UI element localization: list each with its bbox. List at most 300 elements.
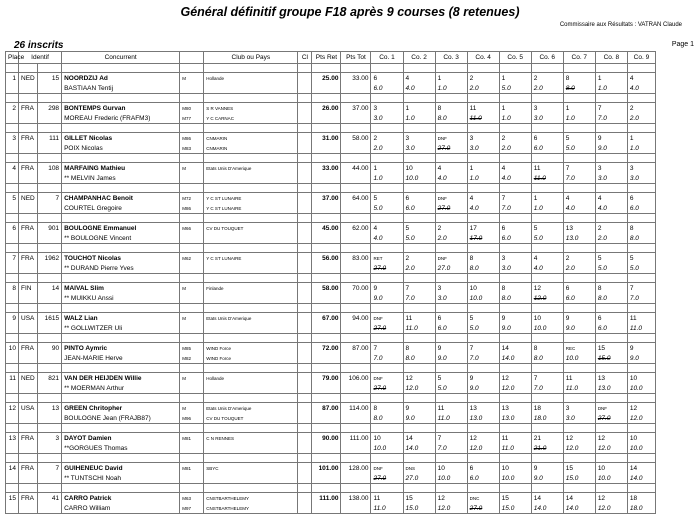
nation-cell: USA [19,403,38,414]
course-place: 10 [467,283,499,294]
course-points: 3.0 [467,143,499,154]
table-row [6,103,656,114]
club-cell [204,443,298,454]
course-place: 12 [563,433,595,444]
crew-name: COURTEL Gregoire [62,203,180,214]
cl-cell [298,163,312,174]
cl-cell [298,233,312,244]
course-points: 10.0 [467,293,499,304]
empty-cell [341,173,371,184]
pts-tot-cell: 62.00 [341,223,371,234]
category-cell: M72 [180,193,204,204]
club-cell: Y C ST LUNAIRE [204,253,298,264]
course-place: 7 [531,373,563,384]
empty-cell [312,503,341,514]
course-points: 13.0 [467,413,499,424]
course-points: 27.0 [435,143,467,154]
course-points: 11.0 [467,113,499,124]
place-cell: 13 [6,433,19,444]
club-cell: CNSTBARTHELEMY [204,493,298,504]
empty-cell [6,293,19,304]
course-points: 4.0 [435,173,467,184]
sail-number-cell: 1615 [38,313,62,324]
course-points: 5.0 [467,323,499,334]
course-place: 11 [531,163,563,174]
place-cell: 3 [6,133,19,144]
course-points: 2.0 [467,83,499,94]
course-points: 15.0 [563,473,595,484]
category-cell [180,293,204,304]
empty-cell [19,443,38,454]
empty-cell [6,233,19,244]
course-points: 7.0 [563,173,595,184]
course-place: 5 [627,253,655,264]
empty-cell [312,323,341,334]
empty-cell [38,323,62,334]
pts-ret-cell: 58.00 [312,283,341,294]
crew-name: ** TUNTSCHI Noah [62,473,180,484]
place-cell: 4 [6,163,19,174]
course-place: 15 [563,463,595,474]
course-place: 2 [563,253,595,264]
table-row [6,503,656,514]
cl-cell [298,83,312,94]
course-points: 12.0 [499,383,531,394]
table-row [6,83,656,94]
table-row [6,143,656,154]
course-points: 7.0 [531,383,563,394]
course-place: 1 [403,103,435,114]
course-place: 12 [467,433,499,444]
course-place: DNS [403,463,435,474]
course-points: 3.0 [531,113,563,124]
cl-cell [298,383,312,394]
course-place: 15 [595,343,627,354]
page-title: Général définitif groupe F18 après 9 courses (8 retenues) [180,5,520,19]
table-row [6,313,656,324]
course-place: 5 [435,373,467,384]
course-place: 9 [403,403,435,414]
place-cell: 12 [6,403,19,414]
course-points: 12.0 [595,503,627,514]
course-place: 11 [435,403,467,414]
nation-cell: USA [19,313,38,324]
course-points: 9.0 [627,353,655,364]
table-row [6,293,656,304]
crew-name: ** MOERMAN Arthur [62,383,180,394]
header-identif: Identif [19,52,62,64]
crew-name: POIX Nicolas [62,143,180,154]
nation-cell: NED [19,373,38,384]
empty-cell [341,353,371,364]
empty-cell [312,443,341,454]
empty-cell [6,443,19,454]
course-place: 12 [595,493,627,504]
course-place: 2 [499,133,531,144]
empty-cell [19,143,38,154]
course-place: 12 [499,373,531,384]
course-points: 4.0 [595,203,627,214]
course-place: DNF [595,403,627,414]
club-cell: Hollande [204,373,298,384]
course-points: 11.0 [531,173,563,184]
place-cell: 11 [6,373,19,384]
course-place: DNF [371,313,403,324]
course-place: 10 [627,373,655,384]
course-points: 1.0 [371,173,403,184]
nation-cell: FRA [19,103,38,114]
course-place: 15 [403,493,435,504]
course-place: 9 [595,133,627,144]
course-place: DNF [435,253,467,264]
course-place: DNF [371,373,403,384]
course-points: 9.0 [531,473,563,484]
category-cell: M97 [180,503,204,514]
header-concurrent: Concurrent [62,52,180,64]
course-points: 11.0 [499,443,531,454]
pts-tot-cell: 111.00 [341,433,371,444]
course-points: 8.0 [563,83,595,94]
course-points: 27.0 [371,383,403,394]
course-points: 4.0 [371,233,403,244]
course-place: 15 [499,493,531,504]
course-points: 8.0 [627,233,655,244]
course-place: 1 [467,163,499,174]
skipper-name: GUIHENEUC David [62,463,180,474]
nation-cell: FRA [19,433,38,444]
course-place: 14 [627,463,655,474]
pts-tot-cell: 33.00 [341,73,371,84]
empty-cell [38,503,62,514]
course-place: 18 [627,493,655,504]
empty-cell [38,263,62,274]
course-place: 13 [595,373,627,384]
empty-cell [19,413,38,424]
course-place: 11 [563,373,595,384]
course-points: 3.0 [595,173,627,184]
empty-cell [38,173,62,184]
course-place: 2 [467,73,499,84]
club-cell: Etats Unis D'Amerique [204,313,298,324]
course-place: 8 [531,343,563,354]
course-place: 5 [467,313,499,324]
pts-ret-cell: 33.00 [312,163,341,174]
crew-name: BASTIAAN Tentij [62,83,180,94]
sail-number-cell: 14 [38,283,62,294]
course-place: 6 [499,223,531,234]
place-cell: 8 [6,283,19,294]
club-cell: CNMARIN [204,143,298,154]
course-place: 1 [595,73,627,84]
empty-cell [312,113,341,124]
course-points: 27.0 [467,503,499,514]
empty-cell [312,293,341,304]
cl-cell [298,173,312,184]
course-place: 8 [563,73,595,84]
course-place: 5 [595,253,627,264]
cl-cell [298,373,312,384]
course-place: 9 [467,373,499,384]
empty-cell [6,83,19,94]
empty-cell [38,473,62,484]
header-club: Club ou Pays [204,52,298,64]
place-cell: 14 [6,463,19,474]
course-place: 7 [627,283,655,294]
sail-number-cell: 15 [38,73,62,84]
cl-cell [298,343,312,354]
course-points: 1.0 [467,173,499,184]
course-points: 9.0 [563,323,595,334]
empty-cell [341,203,371,214]
pts-tot-cell: 44.00 [341,163,371,174]
category-cell: M62 [180,253,204,264]
pts-ret-cell: 25.00 [312,73,341,84]
empty-cell [312,263,341,274]
course-place: 2 [627,103,655,114]
empty-cell [341,443,371,454]
category-cell: M83 [180,143,204,154]
course-points: 12.0 [595,443,627,454]
course-place: 6 [371,73,403,84]
course-place: 7 [371,343,403,354]
course-points: 12.0 [467,443,499,454]
table-row [6,473,656,484]
course-points: 6.0 [467,473,499,484]
course-place: 8 [499,283,531,294]
course-points: 14.0 [531,503,563,514]
category-cell: M [180,73,204,84]
empty-cell [341,143,371,154]
course-points: 11.0 [371,503,403,514]
empty-cell [19,503,38,514]
course-points: 12.0 [627,413,655,424]
course-points: 14.0 [627,473,655,484]
category-cell [180,473,204,484]
pts-tot-cell: 64.00 [341,193,371,204]
cl-cell [298,443,312,454]
course-points: 10.0 [403,173,435,184]
course-place: 12 [531,283,563,294]
place-cell: 1 [6,73,19,84]
course-place: 10 [531,313,563,324]
cl-cell [298,133,312,144]
course-points: 9.0 [499,323,531,334]
course-place: 4 [627,73,655,84]
course-points: 8.0 [595,293,627,304]
course-points: 9.0 [403,413,435,424]
nation-cell: FRA [19,163,38,174]
crew-name: CARRO William [62,503,180,514]
cl-cell [298,503,312,514]
course-place: 3 [563,403,595,414]
course-place: 5 [531,223,563,234]
course-place: 11 [403,313,435,324]
course-points: 5.0 [563,143,595,154]
course-points: 4.0 [499,173,531,184]
header-course: Co. 8 [595,52,627,64]
category-cell: M80 [180,103,204,114]
course-place: 5 [563,133,595,144]
crew-name: ** MELVIN James [62,173,180,184]
header-place: Place [6,52,19,64]
empty-cell [19,383,38,394]
course-place: 9 [563,313,595,324]
table-row [6,173,656,184]
course-points: 4.0 [467,203,499,214]
empty-cell [341,473,371,484]
course-place: 4 [499,163,531,174]
course-place: 1 [499,103,531,114]
table-row [6,133,656,144]
course-place: RET [371,253,403,264]
course-place: 9 [435,343,467,354]
header-course: Co. 7 [563,52,595,64]
course-points: 3.0 [403,143,435,154]
pts-ret-cell: 111.00 [312,493,341,504]
crew-name: BOULOGNE Jean (FRAJB87) [62,413,180,424]
club-cell [204,173,298,184]
pts-ret-cell: 56.00 [312,253,341,264]
club-cell: Finlande [204,283,298,294]
course-place: 13 [563,223,595,234]
empty-cell [38,113,62,124]
course-place: 10 [499,463,531,474]
empty-cell [6,263,19,274]
nation-cell: FIN [19,283,38,294]
course-place: 4 [371,223,403,234]
course-points: 1.0 [563,113,595,124]
crew-name: ** DURAND Pierre Yves [62,263,180,274]
course-place: 6 [595,313,627,324]
sail-number-cell: 7 [38,193,62,204]
results-table [5,51,656,514]
course-place: 8 [627,223,655,234]
empty-cell [341,413,371,424]
sail-number-cell: 3 [38,433,62,444]
course-points: 2.0 [499,143,531,154]
course-place: 17 [467,223,499,234]
sail-number-cell: 298 [38,103,62,114]
cl-cell [298,283,312,294]
empty-cell [341,83,371,94]
header-course: Co. 3 [435,52,467,64]
sail-number-cell: 821 [38,373,62,384]
empty-cell [19,293,38,304]
course-points: 10.0 [563,353,595,364]
empty-cell [38,413,62,424]
course-place: 4 [531,253,563,264]
course-place: DNC [467,493,499,504]
empty-cell [19,473,38,484]
club-cell: SBYC [204,463,298,474]
pts-tot-cell: 58.00 [341,133,371,144]
club-cell [204,323,298,334]
course-points: 12.0 [531,293,563,304]
club-cell [204,233,298,244]
course-points: 6.0 [531,143,563,154]
course-place: 2 [403,253,435,264]
club-cell: WIND Force [204,353,298,364]
course-place: 1 [499,73,531,84]
course-points: 5.0 [435,383,467,394]
course-points: 7.0 [467,353,499,364]
course-points: 1.0 [595,83,627,94]
pts-ret-cell: 72.00 [312,343,341,354]
course-points: 21.0 [531,443,563,454]
course-place: 5 [403,223,435,234]
course-points: 8.0 [531,353,563,364]
table-row [6,323,656,334]
course-points: 5.0 [371,203,403,214]
course-place: 2 [371,133,403,144]
table-row [6,163,656,174]
pts-ret-cell: 101.00 [312,463,341,474]
course-points: 8.0 [435,113,467,124]
course-points: 4.0 [627,83,655,94]
sail-number-cell: 111 [38,133,62,144]
header-course: Co. 6 [531,52,563,64]
pts-tot-cell: 94.00 [341,313,371,324]
cl-cell [298,413,312,424]
course-points: 3.0 [563,413,595,424]
course-points: 10.0 [435,473,467,484]
header-pts-ret: Pts Ret [312,52,341,64]
table-row [6,493,656,504]
course-place: DNF [371,463,403,474]
table-row [6,253,656,264]
cl-cell [298,73,312,84]
course-place: 12 [435,493,467,504]
course-points: 27.0 [371,323,403,334]
course-points: 27.0 [403,473,435,484]
course-place: 3 [435,283,467,294]
skipper-name: GILLET Nicolas [62,133,180,144]
course-points: 14.0 [499,353,531,364]
course-place: 11 [467,103,499,114]
table-row [6,203,656,214]
header-cl: Cl [298,52,312,64]
club-cell [204,263,298,274]
course-points: 6.0 [403,203,435,214]
page-number: Page 1 [671,41,694,48]
empty-cell [312,143,341,154]
course-points: 1.0 [403,113,435,124]
club-cell [204,383,298,394]
course-points: 13.0 [563,233,595,244]
commissaire-label: Commissaire aux Résultats : VATRAN Claude [559,22,682,28]
sail-number-cell: 1962 [38,253,62,264]
course-points: 11.0 [563,383,595,394]
empty-cell [19,263,38,274]
category-cell: M [180,373,204,384]
header-row [6,52,656,64]
course-place: 8 [403,343,435,354]
course-points: 27.0 [435,263,467,274]
course-points: 4.0 [403,83,435,94]
course-points: 4.0 [563,203,595,214]
category-cell: M [180,313,204,324]
course-points: 18.0 [531,413,563,424]
course-points: 27.0 [595,413,627,424]
pts-ret-cell: 26.00 [312,103,341,114]
course-place: 12 [595,433,627,444]
category-cell: M81 [180,433,204,444]
course-place: 2 [531,73,563,84]
course-place: 14 [531,493,563,504]
course-place: 6 [627,193,655,204]
course-points: 1.0 [627,143,655,154]
cl-cell [298,463,312,474]
